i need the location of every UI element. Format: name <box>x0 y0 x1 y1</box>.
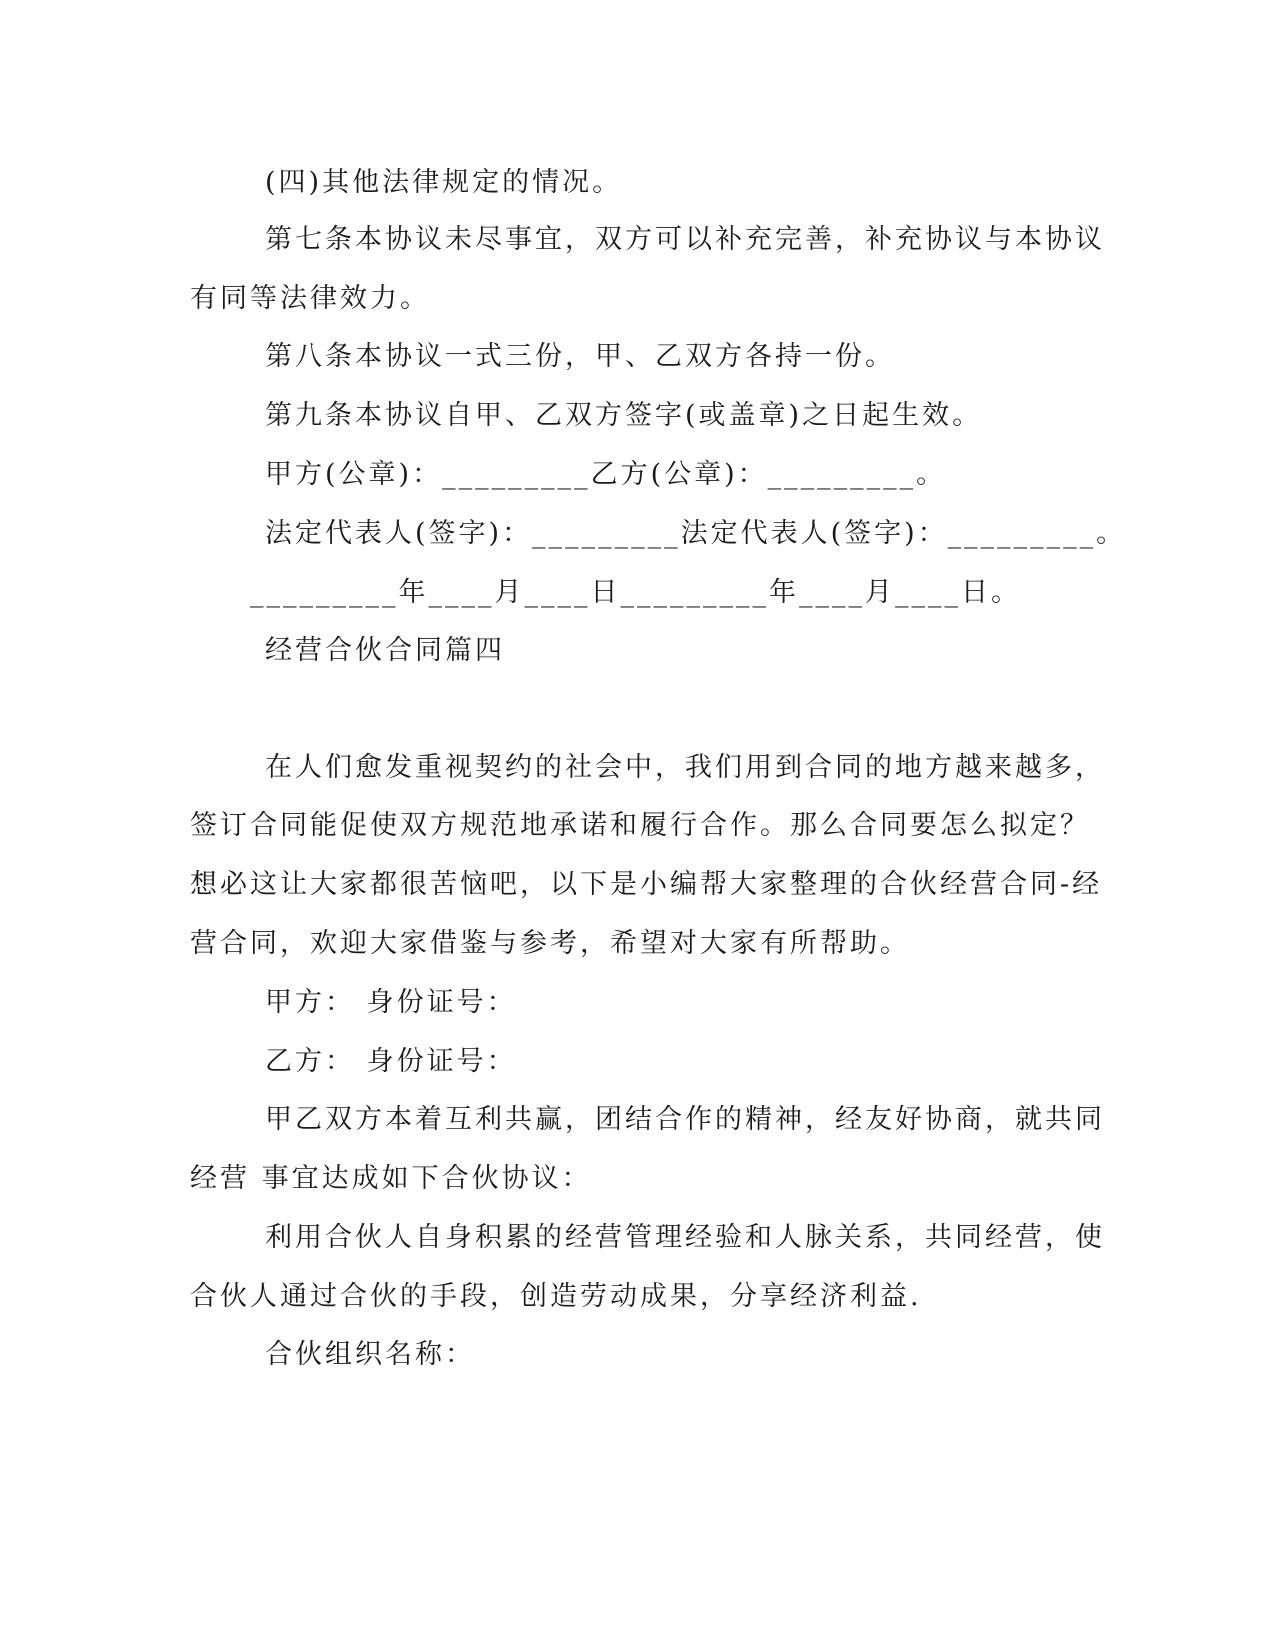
legal-representative-line: 法定代表人(签字)：_________法定代表人(签字)：_________。 <box>265 518 1127 549</box>
clause-item-four: (四)其他法律规定的情况。 <box>265 167 623 198</box>
article-seven-line-1: 第七条本协议未尽事宜，双方可以补充完善，补充协议与本协议 <box>265 224 1105 255</box>
purpose-line-1: 利用合伙人自身积累的经营管理经验和人脉关系，共同经营，使 <box>265 1222 1105 1253</box>
article-nine: 第九条本协议自甲、乙双方签字(或盖章)之日起生效。 <box>265 400 983 431</box>
party-a-line: 甲方： 身份证号： <box>265 987 517 1018</box>
section-heading: 经营合伙合同篇四 <box>265 635 505 666</box>
date-line: _________年____月____日_________年____月____日。 <box>250 577 1021 608</box>
article-seven-line-2: 有同等法律效力。 <box>190 283 430 314</box>
agreement-intro-line-1: 甲乙双方本着互利共赢，团结合作的精神，经友好协商，就共同 <box>265 1104 1105 1135</box>
intro-paragraph-line-1: 在人们愈发重视契约的社会中，我们用到合同的地方越来越多， <box>265 752 1105 783</box>
organization-name-label: 合伙组织名称： <box>265 1339 475 1370</box>
intro-paragraph-line-2: 签订合同能促使双方规范地承诺和履行合作。那么合同要怎么拟定？ <box>190 810 1090 841</box>
article-eight: 第八条本协议一式三份，甲、乙双方各持一份。 <box>265 341 895 372</box>
intro-paragraph-line-3: 想必这让大家都很苦恼吧，以下是小编帮大家整理的合伙经营合同-经 <box>190 869 1103 900</box>
agreement-intro-line-2: 经营 事宜达成如下合伙协议： <box>190 1163 592 1194</box>
party-b-line: 乙方： 身份证号： <box>265 1046 517 1077</box>
intro-paragraph-line-4: 营合同，欢迎大家借鉴与参考，希望对大家有所帮助。 <box>190 928 910 959</box>
purpose-line-2: 合伙人通过合伙的手段，创造劳动成果，分享经济利益. <box>190 1281 922 1312</box>
seal-line: 甲方(公章)：_________乙方(公章)：_________。 <box>265 459 947 490</box>
